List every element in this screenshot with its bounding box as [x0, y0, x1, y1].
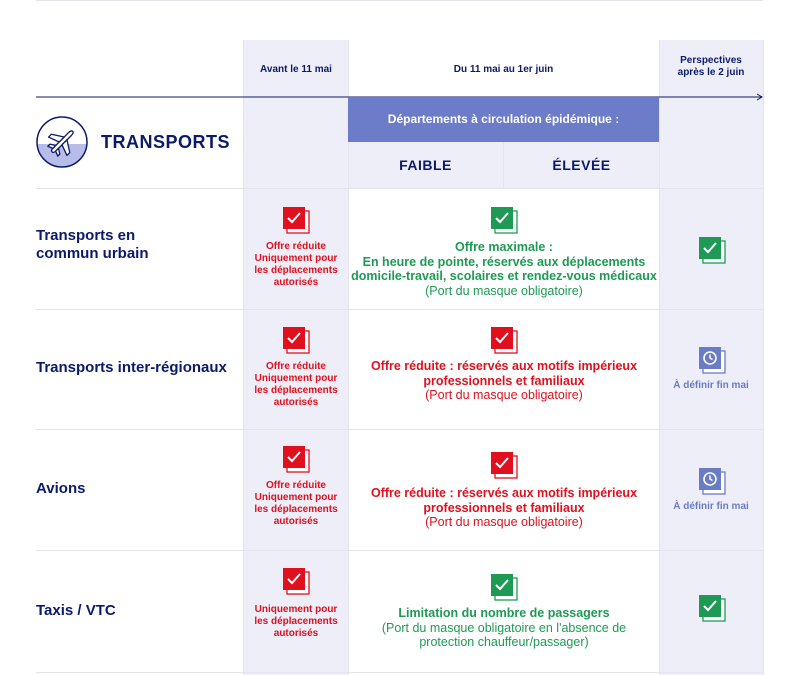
row-mid-taxis — [368, 606, 640, 650]
green-check-icon — [490, 206, 518, 234]
row-divider-3 — [36, 550, 763, 551]
row-mid-bold-taxis: Limitation du nombre de passagers — [398, 606, 610, 620]
header-before: Avant le 11 mai — [260, 64, 332, 75]
row-mid-bold-planes: Offre réduite : réservés aux motifs impérieux professionnels et familiaux — [370, 486, 638, 515]
row-mid-urban — [350, 240, 658, 298]
header-period: Du 11 mai au 1er juin — [453, 64, 554, 75]
row-label-interregional: Transports inter-régionaux — [36, 359, 227, 376]
dept-banner-text: Départements à circulation épidémique : — [387, 112, 620, 126]
col-divider-4 — [763, 40, 764, 675]
row-label-planes: Avions — [36, 480, 86, 497]
row-mid-planes — [350, 486, 658, 530]
header-after: Perspectives après le 2 juin — [677, 55, 745, 78]
row-mid-note-interregional: (Port du masque obligatoire) — [425, 388, 583, 402]
row-label-urban: Transports en commun urbain — [36, 227, 149, 262]
row-divider-2 — [36, 429, 763, 430]
row-before-planes: Offre réduite Uniquement pour les déplacements autorisés — [254, 480, 338, 527]
dept-banner — [348, 97, 659, 142]
clock-icon — [698, 346, 726, 374]
red-check-icon — [490, 451, 518, 479]
red-check-icon — [282, 445, 310, 473]
row-mid-interregional — [350, 359, 658, 403]
row-before-taxis: Uniquement pour les déplacements autorisés — [254, 604, 338, 639]
faible-label: FAIBLE — [399, 157, 452, 173]
row-mid-bold-interregional: Offre réduite : réservés aux motifs impérieux professionnels et familiaux — [370, 359, 638, 388]
col-divider-3 — [659, 40, 660, 675]
green-check-icon — [698, 236, 726, 264]
row-after-planes: À définir fin mai — [673, 501, 749, 512]
green-check-icon — [490, 573, 518, 601]
elevee-label: ÉLEVÉE — [552, 157, 611, 173]
airplane-icon — [35, 115, 89, 169]
green-check-icon — [698, 594, 726, 622]
row-before-urban: Offre réduite Uniquement pour les déplacements autorisés — [254, 241, 338, 288]
row-before-interregional: Offre réduite Uniquement pour les déplacements autorisés — [254, 361, 338, 408]
clock-icon — [698, 467, 726, 495]
red-check-icon — [490, 326, 518, 354]
row-after-interregional: À définir fin mai — [673, 380, 749, 391]
red-check-icon — [282, 206, 310, 234]
row-mid-bold-urban: En heure de pointe, réservés aux déplacements domicile-travail, scolaires et rendez-vous médicaux — [351, 254, 657, 283]
red-check-icon — [282, 326, 310, 354]
row-label-taxis: Taxis / VTC — [36, 602, 116, 619]
row-divider-0 — [36, 188, 763, 189]
section-title: TRANSPORTS — [101, 132, 231, 152]
row-mid-note-planes: (Port du masque obligatoire) — [425, 515, 583, 529]
row-mid-title-urban: Offre maximale : — [455, 240, 553, 254]
row-mid-note-urban: (Port du masque obligatoire) — [425, 283, 583, 298]
row-divider-4 — [36, 672, 763, 673]
red-check-icon — [282, 567, 310, 595]
col-divider-1 — [243, 40, 244, 675]
top-divider — [36, 0, 763, 1]
row-divider-1 — [36, 309, 763, 310]
row-mid-note-taxis: (Port du masque obligatoire en l'absence de protection chauffeur/passager) — [381, 620, 627, 649]
